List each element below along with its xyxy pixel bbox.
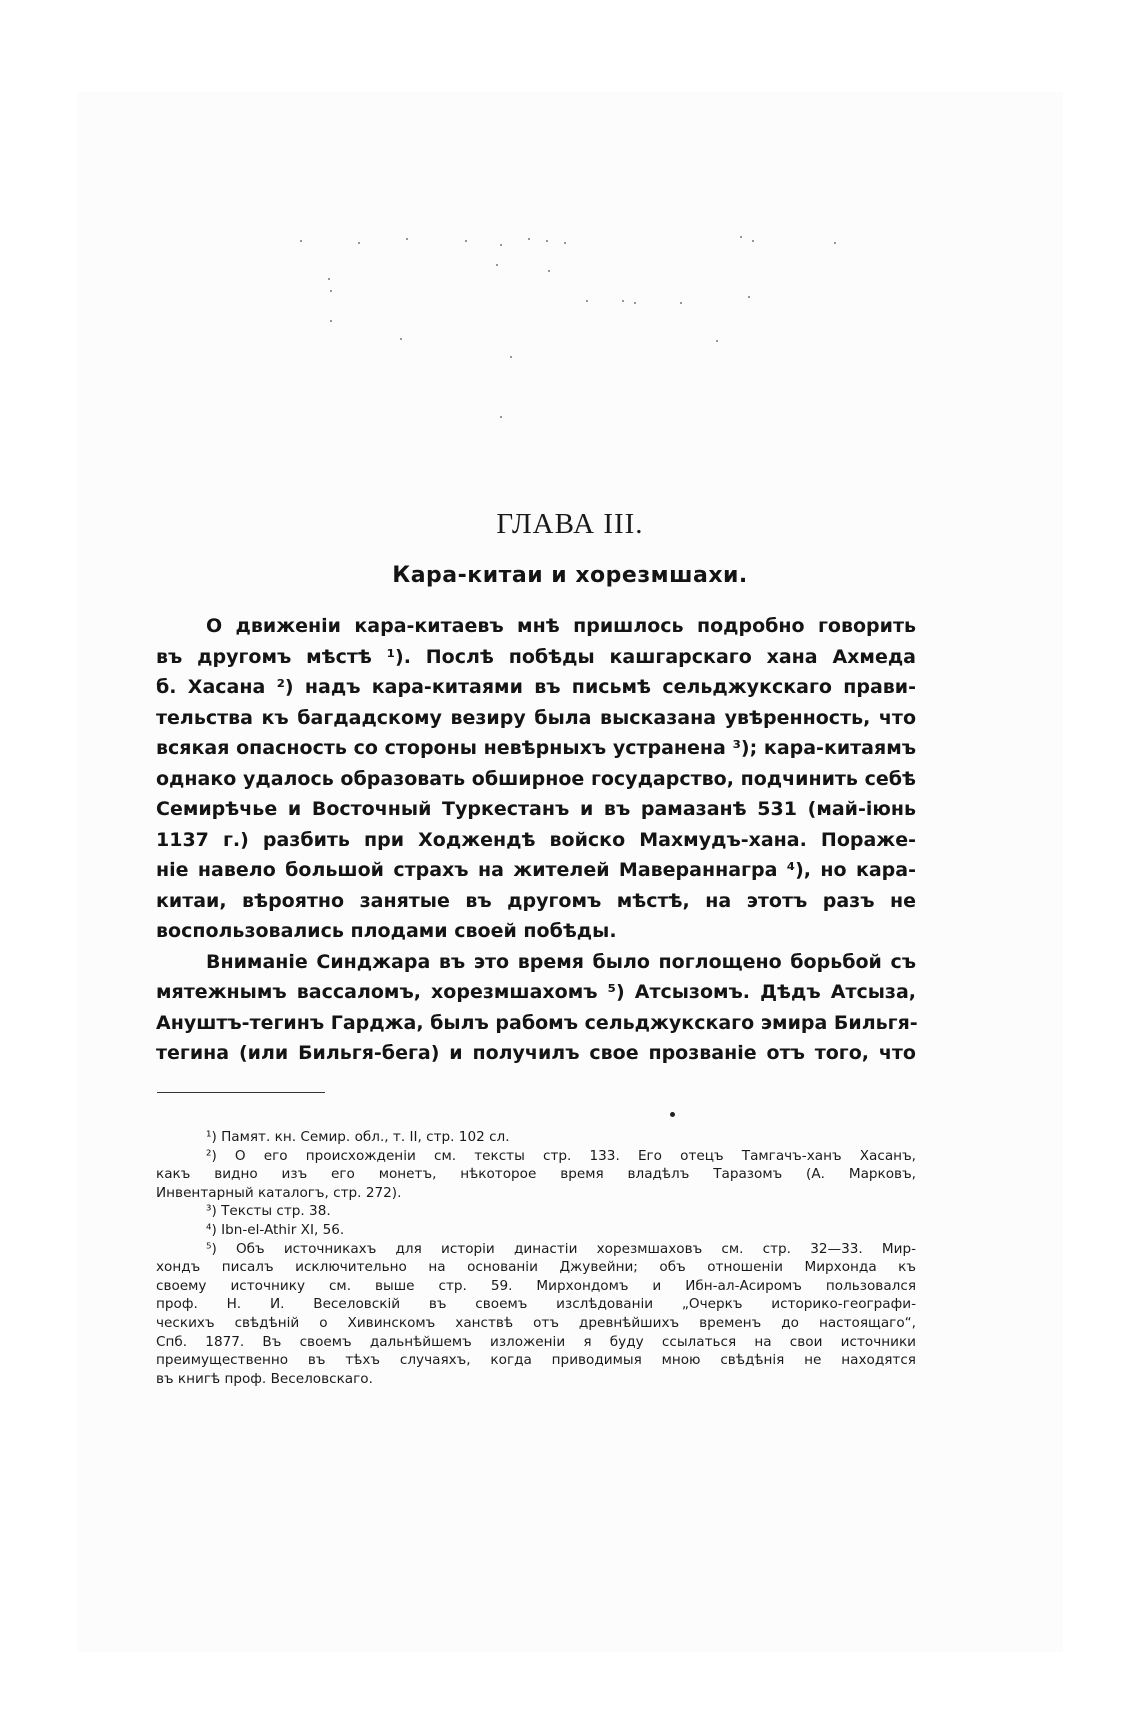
text-line: всякая опасность со стороны невѣрныхъ устранена ³); кара-китаямъ	[156, 737, 916, 759]
text-line: Семирѣчье и Восточный Туркестанъ и въ рамазанѣ 531 (май-іюнь	[156, 798, 916, 820]
text-line: въ другомъ мѣстѣ ¹). Послѣ побѣды кашгарскаго хана Ахмеда	[156, 645, 916, 668]
chapter-subtitle: Кара-китаи и хорезмшахи.	[392, 563, 748, 588]
body-text	[156, 611, 916, 1069]
footnote-line: проф. Н. И. Веселовскій въ своемъ изслѣдованіи „Очеркъ историко-географи-	[156, 1296, 916, 1313]
text-line: О движеніи кара-китаевъ мнѣ пришлось подробно говорить	[206, 615, 916, 637]
footnote-rule	[157, 1092, 325, 1093]
footnote-line: въ книгѣ проф. Веселовскаго.	[156, 1370, 373, 1387]
scan-specks	[300, 240, 860, 460]
footnote-line: ческихъ свѣдѣній о Хивинскомъ ханствѣ отъ древнѣйшихъ временъ до настоящаго“,	[156, 1314, 916, 1331]
text-line: тегина (или Бильгя-бега) и получилъ свое прозваніе отъ того, что	[156, 1042, 916, 1064]
text-line: мятежнымъ вассаломъ, хорезмшахомъ ⁵) Атсызомъ. Дѣдъ Атсыза,	[156, 981, 916, 1003]
footnote-line: ⁵) Объ источникахъ для исторіи династіи хорезмшаховъ см. стр. 32—33. Мир-	[206, 1240, 916, 1257]
footnote-line: какъ видно изъ его монетъ, нѣкоторое время владѣлъ Таразомъ (А. Марковъ,	[156, 1166, 916, 1183]
footnote-line: своему источнику см. выше стр. 59. Мирхондомъ и Ибн-ал-Асиромъ пользовался	[156, 1277, 916, 1294]
ink-dot	[670, 1112, 675, 1117]
footnote-line: Инвентарный каталогъ, стр. 272).	[156, 1184, 402, 1201]
footnote-line: ¹) Памят. кн. Семир. обл., т. II, стр. 102 сл.	[206, 1129, 510, 1145]
footnotes	[156, 1128, 916, 1388]
footnote-line: ³) Тексты стр. 38.	[206, 1203, 331, 1220]
text-line: тельства къ багдадскому везиру была высказана увѣренность, что	[156, 706, 916, 729]
footnote-line: преимущественно въ тѣхъ случаяхъ, когда приводимыя мною свѣдѣнія не находятся	[156, 1352, 916, 1369]
text-line: б. Хасана ²) надъ кара-китаями въ письмѣ сельджукскаго прави-	[156, 676, 916, 698]
text-line: китаи, вѣроятно занятые въ другомъ мѣстѣ, на этотъ разъ не	[156, 889, 916, 912]
text-line: Вниманіе Синджара въ это время было поглощено борьбой съ	[206, 950, 916, 973]
text-line: Ануштъ-тегинъ Гарджа, былъ рабомъ сельджукскаго эмира Бильгя-	[156, 1011, 918, 1034]
chapter-heading: ГЛАВА III.	[496, 508, 644, 540]
text-line: воспользовались плодами своей побѣды.	[156, 920, 617, 942]
footnote-line: ²) О его происхожденіи см. тексты стр. 133. Его отецъ Тамгачъ-ханъ Хасанъ,	[206, 1147, 916, 1164]
text-line: ніе навело большой страхъ на жителей Мавераннагра ⁴), но кара-	[156, 859, 916, 881]
text-line: 1137 г.) разбить при Ходжендѣ войско Махмудъ-хана. Пораже-	[156, 828, 916, 851]
footnote-line: хондъ писалъ исключительно на основаніи Джувейни; объ отношеніи Мирхонда къ	[156, 1259, 916, 1276]
footnote-line: Спб. 1877. Въ своемъ дальнѣйшемъ изложеніи я буду ссылаться на свои источники	[156, 1333, 916, 1350]
text-line: однако удалось образовать обширное государство, подчинить себѣ	[156, 767, 916, 790]
footnote-line: ⁴) Ibn-el-Athir XI, 56.	[206, 1221, 345, 1238]
